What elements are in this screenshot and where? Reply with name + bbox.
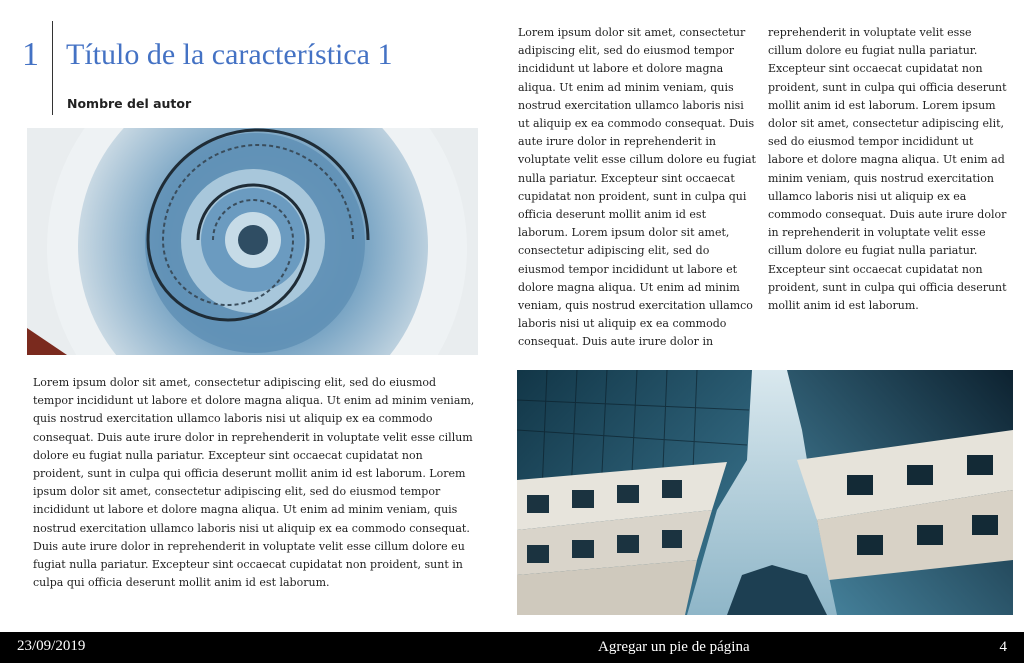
feature-number: 1 bbox=[22, 36, 39, 73]
spiral-staircase-icon bbox=[27, 128, 478, 355]
body-text-column-1: Lorem ipsum dolor sit amet, consectetur adipiscing elit, sed do eiusmod tempor incididunt ut labore et dolore magna aliqua. Ut enim ad minim veniam, quis nostrud exercitation ullamco laboris nisi ut aliquip ex ea commodo consequat. Duis aute irure dolor in reprehenderit in voluptate velit esse cillum dolore eu fugiat nulla pariatur. Excepteur sint occaecat cupidatat non proident, sunt in culpa qui officia deserunt mollit anim id est laborum. Lorem ipsum dolor sit amet, consectetur adipiscing elit, sed do eiusmod tempor incididunt ut labore et dolore magna aliqua. Ut enim ad minim veniam, quis nostrud exercitation ullamco laboris nisi ut aliquip ex ea commodo consequat. Duis aute irure dolor in bbox=[518, 26, 756, 349]
author-name: Nombre del autor bbox=[67, 96, 192, 111]
footer-text: Agregar un pie de página bbox=[598, 639, 750, 655]
skyscrapers-icon bbox=[517, 370, 1013, 615]
body-text-column-2: reprehenderit in voluptate velit esse cillum dolore eu fugiat nulla pariatur. Excepteur sint occaecat cupidatat non proident, sunt in culpa qui officia deserunt mollit anim id est laborum. Lorem ipsum dolor sit amet, consectetur adipiscing elit, sed do eiusmod tempor incididunt ut labore et dolore magna aliqua. Ut enim ad minim veniam, quis nostrud exercitation ullamco laboris nisi ut aliquip ex ea commodo consequat. Duis aute irure dolor in reprehenderit in voluptate velit esse cillum dolore eu fugiat nulla pariatur. Excepteur sint occaecat cupidatat non proident, sunt in culpa qui officia deserunt mollit anim id est laborum. bbox=[768, 26, 1007, 313]
page-footer bbox=[0, 632, 1024, 663]
skyscrapers-image bbox=[517, 370, 1013, 615]
page-number: 4 bbox=[999, 639, 1007, 655]
title-divider bbox=[52, 21, 53, 115]
footer-date: 23/09/2019 bbox=[17, 638, 86, 654]
spiral-staircase-image bbox=[27, 128, 478, 355]
body-text-column-3: Lorem ipsum dolor sit amet, consectetur adipiscing elit, sed do eiusmod tempor incididunt ut labore et dolore magna aliqua. Ut enim ad minim veniam, quis nostrud exercitation ullamco laboris nisi ut aliquip ex ea commodo consequat. Duis aute irure dolor in reprehenderit in voluptate velit esse cillum dolore eu fugiat nulla pariatur. Excepteur sint occaecat cupidatat non proident, sunt in culpa qui officia deserunt mollit anim id est laborum. Lorem ipsum dolor sit amet, consectetur adipiscing elit, sed do eiusmod tempor incididunt ut labore et dolore magna aliqua. Ut enim ad minim veniam, quis nostrud exercitation ullamco laboris nisi ut aliquip ex ea commodo consequat. Duis aute irure dolor in reprehenderit in voluptate velit esse cillum dolore eu fugiat nulla pariatur. Excepteur sint occaecat cupidatat non proident, sunt in culpa qui officia deserunt mollit anim id est laborum. bbox=[33, 376, 475, 590]
feature-title: Título de la característica 1 bbox=[66, 38, 393, 71]
